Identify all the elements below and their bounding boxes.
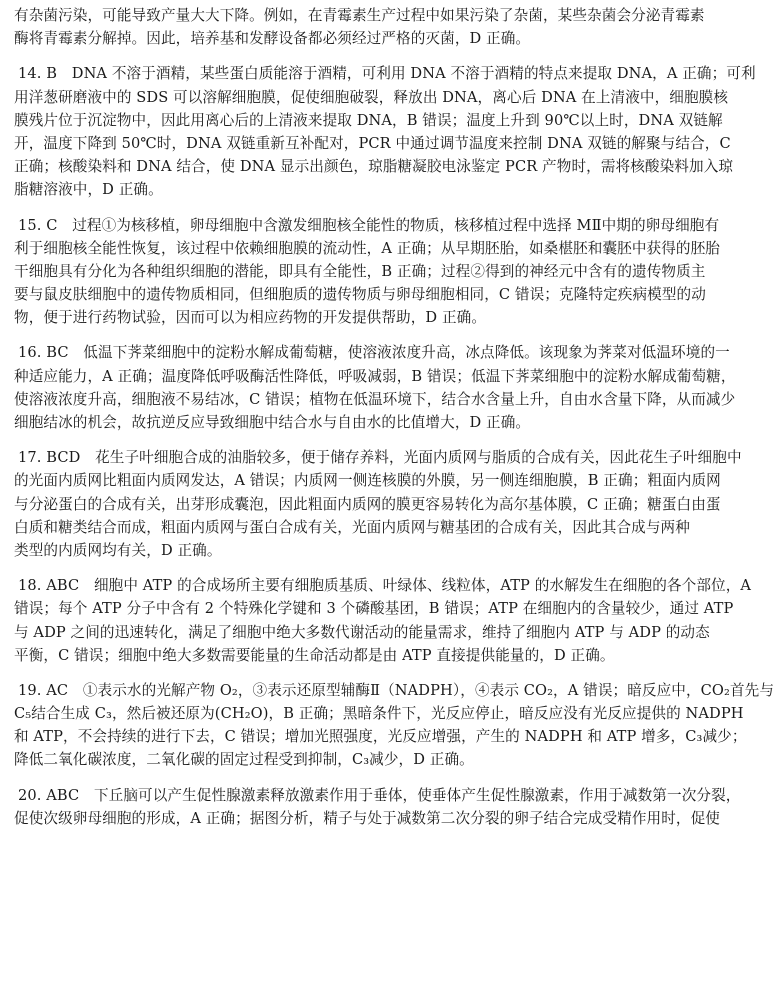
text-line: 促使次级卵母细胞的形成，A 正确；据图分析，精子与处于减数第二次分裂的卵子结合完成受精作用时，促使 [14, 809, 720, 827]
answer-explanation [14, 214, 720, 330]
answer-heading-line: 14. B DNA 不溶于酒精，某些蛋白质能溶于酒精，可利用 DNA 不溶于酒精的特点来提取 DNA，A 正确；可利 [18, 65, 756, 83]
text-line: C₅结合生成 C₃，然后被还原为(CH₂O)，B 正确；黑暗条件下，光反应停止，暗反应没有光反应提供的 NADPH [14, 705, 744, 723]
text-line: 白质和糖类结合而成，粗面内质网与蛋白合成有关，光面内质网与糖基团的合成有关，因此其合成与两种 [14, 518, 690, 536]
text-line: 的光面内质网比粗面内质网发达，A 错误；内质网一侧连核膜的外膜，另一侧连细胞膜，B 正确；粗面内质网 [14, 472, 721, 490]
text-line: 开，温度下降到 50℃时，DNA 双链重新互补配对，PCR 中通过调节温度来控制 DNA 双链的解聚与结合，C [14, 134, 731, 152]
text-line: 利于细胞核全能性恢复，该过程中依赖细胞膜的流动性，A 正确；从早期胚胎，如桑椹胚和囊胚中获得的胚胎 [14, 239, 720, 257]
continued-paragraph [14, 4, 705, 50]
text-line: 细胞结冰的机会，故抗逆反应导致细胞中结合水与自由水的比值增大，D 正确。 [14, 414, 531, 431]
answer-explanation [14, 679, 774, 772]
answer-heading-line: 19. AC ①表示水的光解产物 O₂，③表示还原型辅酶Ⅱ（NADPH），④表示 CO₂，A 错误；暗反应中，CO₂首先与 [18, 681, 774, 699]
answer-explanation [14, 784, 741, 830]
text-line: 脂糖溶液中，D 正确。 [14, 181, 163, 199]
text-line: 物，便于进行药物试验，因而可以为相应药物的开发提供帮助，D 正确。 [14, 309, 487, 327]
text-line: 使溶液浓度升高，细胞液不易结冰，C 错误；植物在低温环境下，结合水含量上升，自由水含量下降，从而减少 [14, 390, 736, 408]
answer-explanation [14, 341, 736, 434]
text-line: 有杂菌污染，可能导致产量大大下降。例如，在青霉素生产过程中如果污染了杂菌，某些杂菌会分泌青霉素 [14, 7, 705, 24]
text-line: 错误；每个 ATP 分子中含有 2 个特殊化学键和 3 个磷酸基团，B 错误；ATP 在细胞内的含量较少，通过 ATP [14, 600, 734, 618]
text-line: 种适应能力，A 正确；温度降低呼吸酶活性降低，呼吸减弱，B 错误；低温下荠菜细胞中的淀粉水解成葡萄糖， [14, 367, 736, 385]
text-line: 酶将青霉素分解掉。因此，培养基和发酵设备都必须经过严格的灭菌，D 正确。 [14, 30, 531, 48]
text-line: 类型的内质网均有关，D 正确。 [14, 541, 222, 559]
answer-explanation [14, 574, 752, 667]
text-line: 平衡，C 错误；细胞中绝大多数需要能量的生命活动都是由 ATP 直接提供能量的，D 正确。 [14, 646, 615, 664]
text-line: 降低二氧化碳浓度，二氧化碳的固定过程受到抑制，C₃减少，D 正确。 [14, 751, 474, 769]
text-line: 膜残片位于沉淀物中，因此用离心后的上清液来提取 DNA，B 错误；温度上升到 90℃以上时，DNA 双链解 [14, 111, 723, 129]
answer-heading-line: 17. BCD 花生子叶细胞合成的油脂较多，便于储存养料，光面内质网与脂质的合成有关，因此花生子叶细胞中 [18, 449, 742, 467]
answer-heading-line: 16. BC 低温下荠菜细胞中的淀粉水解成葡萄糖，使溶液浓度升高，冰点降低。该现象为荠菜对低温环境的一 [18, 344, 730, 362]
answer-heading-line: 18. ABC 细胞中 ATP 的合成场所主要有细胞质基质、叶绿体、线粒体，ATP 的水解发生在细胞的各个部位，A [18, 577, 752, 595]
answer-heading-line: 20. ABC 下丘脑可以产生促性腺激素释放激素作用于垂体，使垂体产生促性腺激素，作用于减数第一次分裂， [18, 786, 741, 804]
text-line: 正确；核酸染料和 DNA 结合，使 DNA 显示出颜色，琼脂糖凝胶电泳鉴定 PCR 产物时，需将核酸染料加入琼 [14, 158, 734, 176]
text-line: 用洋葱研磨液中的 SDS 可以溶解细胞膜，促使细胞破裂，释放出 DNA，离心后 DNA 在上清液中，细胞膜核 [14, 88, 729, 106]
text-line: 要与鼠皮肤细胞中的遗传物质相同，但细胞质的遗传物质与卵母细胞相同，C 错误；克隆特定疾病模型的动 [14, 286, 706, 304]
text-line: 与分泌蛋白的合成有关，出芽形成囊泡，因此粗面内质网的膜更容易转化为高尔基体膜，C 正确；糖蛋白由蛋 [14, 495, 721, 513]
answer-explanation [14, 62, 756, 201]
text-line: 和 ATP，不会持续的进行下去，C 错误；增加光照强度，光反应增强，产生的 NADPH 和 ATP 增多，C₃减少； [14, 728, 747, 746]
text-line: 干细胞具有分化为各种组织细胞的潜能，即具有全能性，B 正确；过程②得到的神经元中含有的遗传物质主 [14, 262, 706, 280]
answer-heading-line: 15. C 过程①为核移植，卵母细胞中含激发细胞核全能性的物质，核移植过程中选择 MⅡ中期的卵母细胞有 [18, 216, 720, 234]
answer-explanation [14, 446, 742, 562]
text-line: 与 ADP 之间的迅速转化，满足了细胞中绝大多数代谢活动的能量需求，维持了细胞内 ATP 与 ADP 的动态 [14, 623, 710, 641]
answer-explanation-page [14, 4, 774, 842]
